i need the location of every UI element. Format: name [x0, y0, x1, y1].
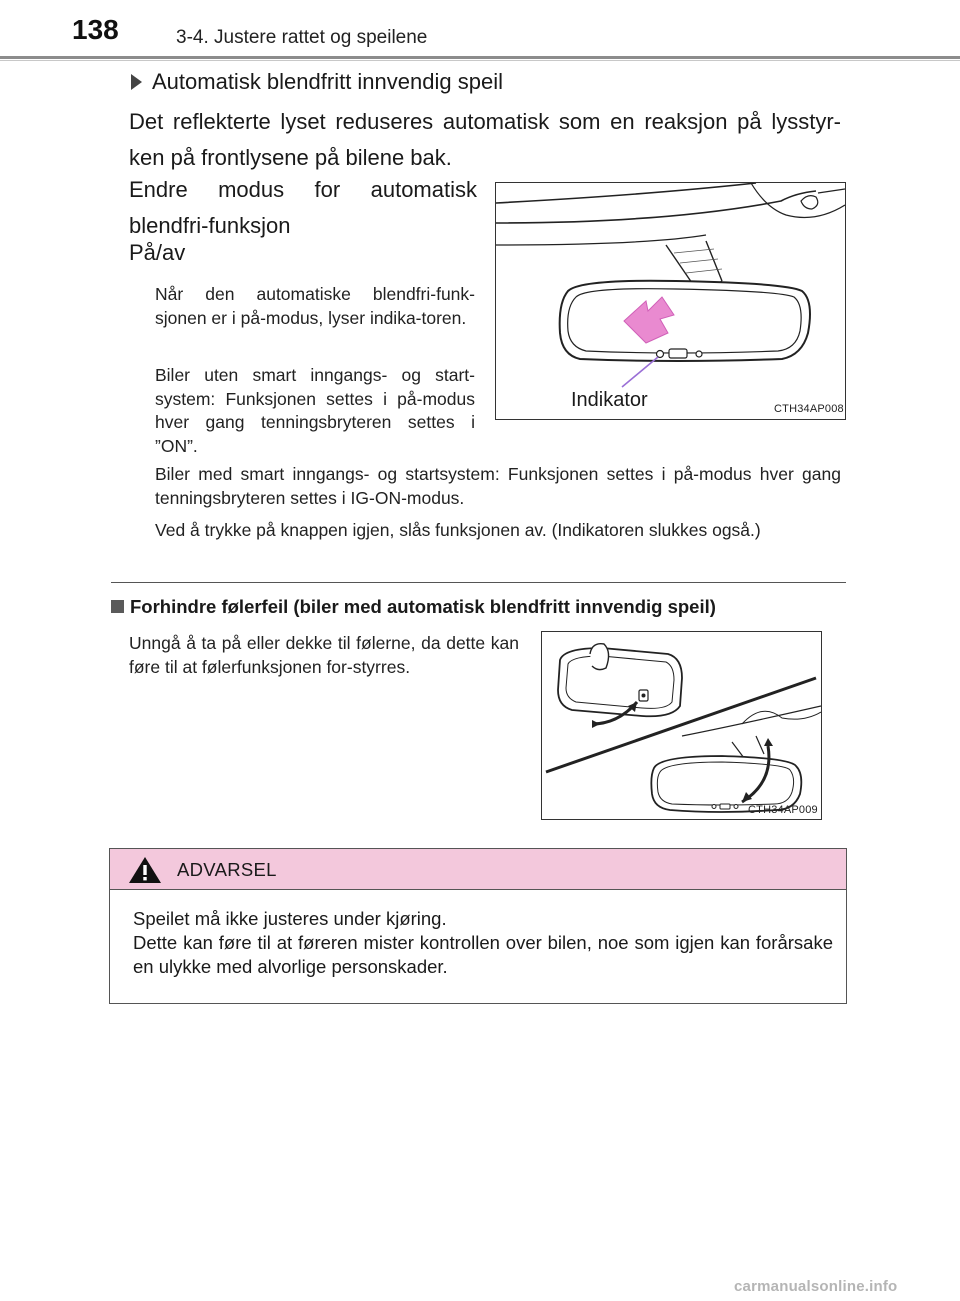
main-heading — [131, 69, 503, 95]
paragraph-turn-off: Ved å trykke på knappen igjen, slås funksjonen av. (Indikatoren slukkes også.) — [155, 520, 761, 540]
warning-title: ADVARSEL — [177, 859, 277, 880]
sensors-illustration — [542, 632, 821, 819]
figure-mirror-indicator — [495, 182, 846, 420]
paragraph-indicator: Når den automatiske blendfri-funk-sjonen er i på-modus, lyser indika-toren. — [155, 284, 475, 328]
figure2-code: CTH34AP009 — [748, 804, 818, 816]
intro-paragraph: Det reflekterte lyset reduseres automatisk som en reaksjon på lysstyr-ken på frontlysene på bilene bak. — [129, 109, 841, 170]
paragraph-smart-entry: Biler med smart inngangs- og startsystem: Funksjonen settes i på-modus hver gang tenningsbryteren settes i IG-ON-modus. — [155, 464, 841, 508]
header-rule-thin — [0, 60, 960, 61]
sub-heading — [111, 596, 716, 618]
figure-mirror-sensors — [541, 631, 822, 820]
mode-title-line1: Endre modus for automatisk — [129, 177, 477, 202]
warning-triangle-icon — [128, 856, 162, 884]
figure1-code: CTH34AP008 — [774, 403, 844, 415]
mode-title — [129, 172, 477, 244]
warning-line1: Speilet må ikke justeres under kjøring. — [133, 908, 447, 929]
sub-heading-text: Forhindre følerfeil (biler med automatisk blendfritt innvendig speil) — [130, 596, 716, 617]
footer-url[interactable]: carmanualsonline.info — [734, 1278, 898, 1295]
mode-title-line2: blendfri-funksjon — [129, 213, 291, 238]
mirror-illustration — [496, 183, 845, 419]
triangle-bullet-icon — [131, 74, 142, 90]
warning-line2: Dette kan føre til at føreren mister kontrollen over bilen, noe som igjen kan forårsake en ulykke med alvorlige personskader. — [133, 932, 833, 977]
onoff-label: På/av — [129, 240, 186, 265]
section-title: 3-4. Justere rattet og speilene — [176, 27, 428, 48]
header-rule — [0, 56, 960, 59]
paragraph-no-smart-entry: Biler uten smart inngangs- og start-system: Funksjonen settes i på-modus hver gang tenningsbryteren settes i ”ON”. — [155, 365, 475, 456]
square-bullet-icon — [111, 600, 124, 613]
page-number: 138 — [72, 14, 119, 45]
warning-body — [133, 907, 833, 979]
paragraph-sensors: Unngå å ta på eller dekke til følerne, da dette kan føre til at følerfunksjonen for-styrres. — [129, 633, 519, 677]
warning-box — [109, 848, 847, 1004]
indicator-label: Indikator — [571, 389, 648, 411]
main-heading-text: Automatisk blendfritt innvendig speil — [152, 69, 503, 94]
section-divider — [111, 582, 846, 583]
warning-header — [110, 849, 846, 890]
